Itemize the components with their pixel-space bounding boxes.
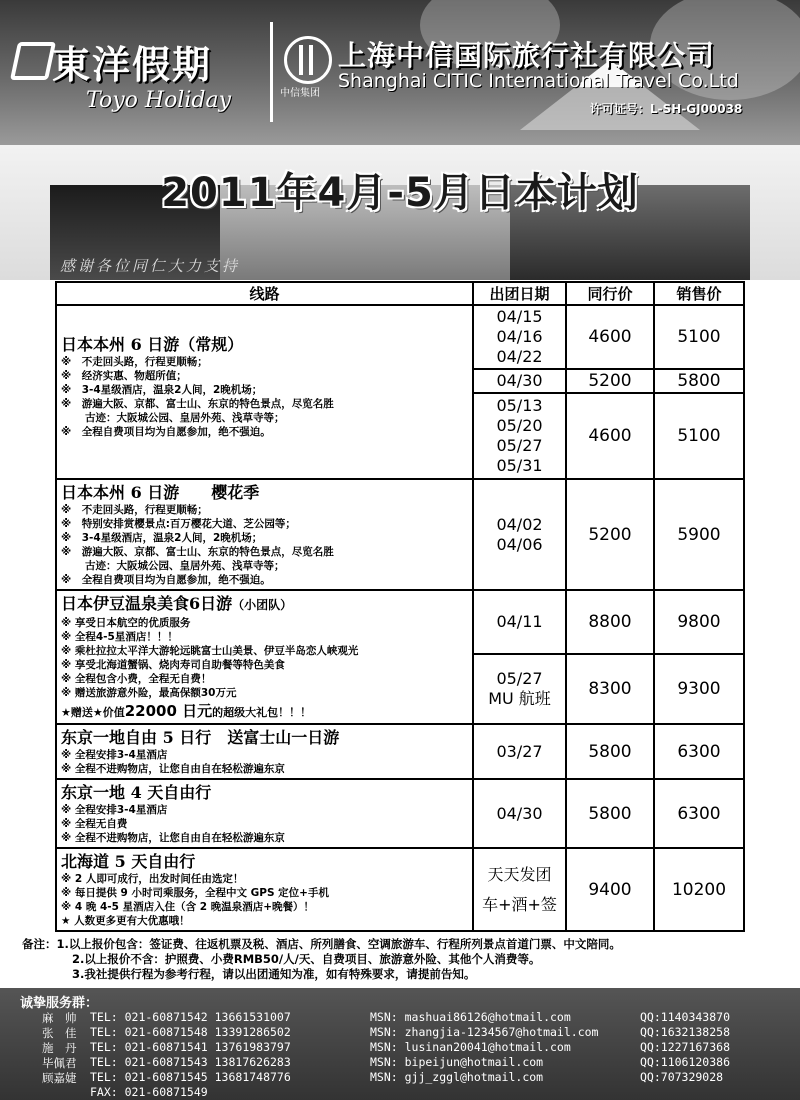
route-title: 东京一地 4 天自由行 bbox=[61, 783, 212, 802]
contact-name: 施 丹 bbox=[42, 1041, 77, 1055]
contact-panel bbox=[0, 988, 800, 1100]
contact-row bbox=[0, 1025, 800, 1039]
header-divider bbox=[270, 22, 273, 122]
date: 04/11 bbox=[496, 612, 543, 631]
contact-tel: TEL: 021-60871542 13661531007 bbox=[90, 1010, 291, 1024]
contact-heading: 诚挚服务群： bbox=[20, 996, 99, 1011]
column-header-peer-price: 同行价 bbox=[566, 282, 654, 305]
route-item: ※ 享受日本航空的优质服务 bbox=[61, 617, 191, 629]
route-item: ※ 不走回头路，行程更顺畅； bbox=[61, 356, 208, 368]
route-title: 北海道 5 天自由行 bbox=[61, 852, 196, 871]
contact-msn[interactable]: MSN: mashuai86126@hotmail.com bbox=[370, 1010, 571, 1024]
peer-price: 5200 bbox=[566, 369, 654, 393]
citic-group-label: 中信集团 bbox=[280, 88, 320, 99]
peer-price: 4600 bbox=[566, 305, 654, 369]
date: 04/02 bbox=[496, 514, 543, 534]
contact-row bbox=[0, 1085, 800, 1099]
date: 05/27 bbox=[496, 436, 543, 455]
notes bbox=[22, 937, 782, 982]
route-item: ※ 赠送旅游意外险，最高保额30万元 bbox=[61, 687, 237, 699]
route-item: ※ 享受北海道蟹锅、烧肉寿司自助餐等特色美食 bbox=[61, 659, 285, 671]
departure-dates bbox=[473, 724, 566, 779]
peer-price: 5200 bbox=[566, 479, 654, 590]
contact-row bbox=[0, 1070, 800, 1084]
gift-amount: 22000 日元 bbox=[124, 702, 213, 720]
route-item: ※ 每日提供 9 小时司乘服务，全程中文 GPS 定位+手机 bbox=[61, 887, 329, 899]
sale-price: 10200 bbox=[654, 848, 744, 931]
peer-price: 9400 bbox=[566, 848, 654, 931]
route-item: ※ 全程4-5星酒店！！！ bbox=[61, 631, 178, 643]
contact-qq: QQ:1140343870 bbox=[640, 1010, 731, 1024]
route-item: ※ 全程自费项目均为自愿参加，绝不强迫。 bbox=[61, 426, 271, 438]
itinerary-table bbox=[55, 281, 745, 932]
table-row bbox=[56, 848, 744, 931]
route-item: ※ 游遍大阪、京都、富士山、东京的特色景点，尽览名胜 bbox=[61, 398, 334, 410]
route-item: ※ 全程不进购物店，让您自由自在轻松游遍东京 bbox=[61, 763, 285, 775]
route-item: ※ 2 人即可成行，出发时间任由选定！ bbox=[61, 873, 244, 885]
toyo-logo bbox=[6, 20, 266, 120]
brand-en: Toyo Holiday bbox=[86, 88, 232, 113]
contact-name: 麻 帅 bbox=[42, 1011, 77, 1025]
date: 04/22 bbox=[496, 347, 543, 366]
note-line: 2.以上报价不含：护照费、小费RMB50/人/天、自费项目、旅游意外险、其他个人消费等。 bbox=[72, 952, 541, 966]
table-header-row bbox=[56, 282, 744, 305]
note-text: 1.以上报价包含：签证费、往返机票及税、酒店、所列膳食、空调旅游车、行程所列景点首道门票、中文陪同。 bbox=[56, 937, 621, 951]
contact-row bbox=[0, 1040, 800, 1054]
sale-price: 5900 bbox=[654, 479, 744, 590]
note-line: 3.我社提供行程为参考行程，请以出团通知为准，如有特殊要求，请提前告知。 bbox=[72, 967, 476, 981]
date: 04/30 bbox=[496, 803, 543, 823]
route-item: ★ 人数更多更有大优惠哦！ bbox=[61, 915, 190, 927]
contact-tel: TEL: 021-60871548 13391286502 bbox=[90, 1025, 291, 1039]
route-item: ※ 全程自费项目均为自愿参加，绝不强迫。 bbox=[61, 574, 271, 586]
route-item: ※ 不走回头路，行程更顺畅； bbox=[61, 504, 208, 516]
contact-tel: TEL: 021-60871543 13817626283 bbox=[90, 1055, 291, 1069]
contact-qq: QQ:1632138258 bbox=[640, 1025, 731, 1039]
contact-tel: TEL: 021-60871545 13681748776 bbox=[90, 1070, 291, 1084]
route-item: 古迹：大阪城公园、皇居外苑、浅草寺等； bbox=[85, 412, 285, 424]
route-item: ※ 全程不进购物店，让您自由自在轻松游遍东京 bbox=[61, 832, 285, 844]
peer-price: 8800 bbox=[566, 590, 654, 654]
date: MU 航班 bbox=[488, 689, 551, 708]
contact-row bbox=[0, 1010, 800, 1024]
contact-name: 毕佩君 bbox=[42, 1056, 77, 1070]
table-row bbox=[56, 590, 744, 654]
sale-price: 5800 bbox=[654, 369, 744, 393]
route-title-note: （小团队） bbox=[232, 598, 293, 612]
company-name-en: Shanghai CITIC International Travel Co.Ltd bbox=[338, 70, 739, 92]
toyo-logo-icon bbox=[10, 42, 56, 80]
route-cell bbox=[56, 724, 473, 779]
gift-offer bbox=[61, 700, 468, 721]
route-title: 日本本州 6 日游 樱花季 bbox=[61, 483, 260, 502]
route-item: ※ 全程包含小费，全程无自费！ bbox=[61, 673, 212, 685]
contact-msn[interactable]: MSN: zhangjia-1234567@hotmail.com bbox=[370, 1025, 599, 1039]
license-number: 许可证号：L-SH-GJ00038 bbox=[590, 102, 743, 116]
banner-slogan: 感谢各位同仁大力支持 bbox=[60, 257, 241, 275]
sale-price: 9300 bbox=[654, 654, 744, 724]
date: 05/31 bbox=[496, 456, 543, 475]
route-item: ※ 3-4星级酒店，温泉2人间，2晚机场； bbox=[61, 532, 263, 544]
route-title: 日本本州 6 日游（常规） bbox=[61, 335, 244, 354]
route-item: ※ 4 晚 4-5 星酒店入住（含 2 晚温泉酒店+晚餐）！ bbox=[61, 901, 315, 913]
date: 04/06 bbox=[496, 534, 543, 554]
date: 04/16 bbox=[496, 327, 543, 346]
route-item: ※ 全程安排3-4星酒店 bbox=[61, 749, 168, 761]
banner bbox=[0, 145, 800, 280]
citic-logo-icon bbox=[284, 36, 332, 84]
date: 03/27 bbox=[496, 741, 543, 761]
route-item: ※ 乘杜拉拉太平洋大游轮远眺富士山美景、伊豆半岛恋人峡观光 bbox=[61, 645, 359, 657]
route-title-text: 日本伊豆温泉美食6日游 bbox=[61, 594, 233, 613]
departure-dates bbox=[473, 654, 566, 724]
date: 天天发团 bbox=[487, 864, 552, 884]
route-cell bbox=[56, 479, 473, 590]
company-name-cn: 上海中信国际旅行社有限公司 bbox=[338, 39, 716, 72]
contact-msn[interactable]: MSN: lusinan20041@hotmail.com bbox=[370, 1040, 571, 1054]
gift-suffix: 的超级大礼包！！！ bbox=[212, 706, 312, 719]
route-item: ※ 特别安排赏樱景点:百万樱花大道、芝公园等； bbox=[61, 518, 296, 530]
table-row bbox=[56, 479, 744, 590]
date: 04/30 bbox=[496, 371, 543, 390]
page-title: 2011年4月-5月日本计划 bbox=[161, 170, 639, 216]
notes-label: 备注： bbox=[22, 937, 57, 951]
route-item: ※ 游遍大阪、京都、富士山、东京的特色景点，尽览名胜 bbox=[61, 546, 334, 558]
column-header-departure: 出团日期 bbox=[473, 282, 566, 305]
departure-dates bbox=[473, 479, 566, 590]
column-header-route: 线路 bbox=[56, 282, 473, 305]
contact-qq: QQ:1227167368 bbox=[640, 1040, 731, 1054]
sale-price: 5100 bbox=[654, 305, 744, 369]
header bbox=[0, 0, 800, 145]
departure-dates bbox=[473, 305, 566, 369]
route-cell bbox=[56, 590, 473, 724]
table-row bbox=[56, 779, 744, 848]
peer-price: 5800 bbox=[566, 724, 654, 779]
route-item: 古迹：大阪城公园、皇居外苑、浅草寺等； bbox=[85, 560, 285, 572]
sale-price: 6300 bbox=[654, 724, 744, 779]
route-cell bbox=[56, 848, 473, 931]
brand-cn: 東洋假期 bbox=[52, 42, 213, 87]
date: 05/27 bbox=[496, 669, 543, 688]
sale-price: 6300 bbox=[654, 779, 744, 848]
departure-dates bbox=[473, 590, 566, 654]
sale-price: 5100 bbox=[654, 393, 744, 479]
gift-prefix: ★赠送★价值 bbox=[61, 706, 125, 719]
route-cell bbox=[56, 305, 473, 479]
table-row bbox=[56, 724, 744, 779]
peer-price: 5800 bbox=[566, 779, 654, 848]
date: 车+酒+签 bbox=[482, 894, 557, 914]
contact-msn[interactable]: MSN: gjj_zggl@hotmail.com bbox=[370, 1070, 544, 1084]
contact-qq: QQ:707329028 bbox=[640, 1070, 724, 1084]
contact-msn[interactable]: MSN: bipeijun@hotmail.com bbox=[370, 1055, 544, 1069]
route-title: 东京一地自由 5 日行 送富士山一日游 bbox=[61, 728, 340, 747]
contact-name: 张 佳 bbox=[42, 1026, 77, 1040]
route-item: ※ 经济实惠、物超所值； bbox=[61, 370, 187, 382]
route-cell bbox=[56, 779, 473, 848]
date: 04/15 bbox=[496, 307, 543, 326]
route-item: ※ 全程安排3-4星酒店 bbox=[61, 804, 168, 816]
sale-price: 9800 bbox=[654, 590, 744, 654]
table-row bbox=[56, 305, 744, 369]
fax-number: FAX: 021-60871549 bbox=[90, 1085, 208, 1099]
peer-price: 4600 bbox=[566, 393, 654, 479]
date: 05/13 bbox=[496, 396, 543, 415]
contact-tel: TEL: 021-60871541 13761983797 bbox=[90, 1040, 291, 1054]
route-item: ※ 3-4星级酒店，温泉2人间，2晚机场； bbox=[61, 384, 263, 396]
contact-qq: QQ:1106120386 bbox=[640, 1055, 731, 1069]
departure-dates bbox=[473, 369, 566, 393]
date: 05/20 bbox=[496, 416, 543, 435]
column-header-sale-price: 销售价 bbox=[654, 282, 744, 305]
departure-dates bbox=[473, 393, 566, 479]
note-line bbox=[22, 937, 782, 952]
contact-row bbox=[0, 1055, 800, 1069]
route-item: ※ 全程无自费 bbox=[61, 818, 128, 830]
contact-name: 顾嘉婕 bbox=[42, 1071, 77, 1085]
route-title bbox=[61, 593, 468, 616]
departure-dates bbox=[473, 779, 566, 848]
departure-dates bbox=[473, 848, 566, 931]
peer-price: 8300 bbox=[566, 654, 654, 724]
